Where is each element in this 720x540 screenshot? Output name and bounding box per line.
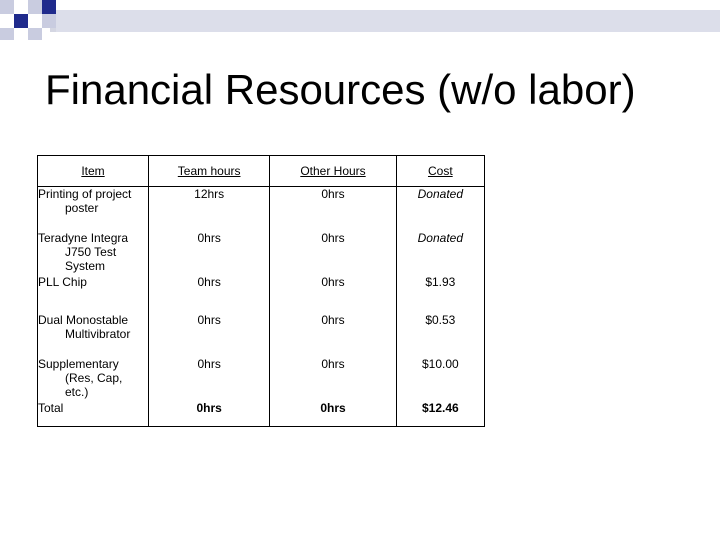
table-row xyxy=(38,187,485,232)
team-hours-cell: 0hrs xyxy=(149,231,270,275)
header-other-hours: Other Hours xyxy=(270,156,396,187)
table-row xyxy=(38,275,485,313)
item-line: Multivibrator xyxy=(65,327,131,341)
team-hours-cell: 0hrs xyxy=(149,357,270,401)
item-line: (Res, Cap, xyxy=(65,371,123,385)
item-line: Printing of project xyxy=(38,187,132,201)
team-hours-cell: 0hrs xyxy=(149,313,270,357)
item-line: poster xyxy=(65,201,99,215)
decorative-header-bar xyxy=(0,0,720,40)
other-hours-cell: 0hrs xyxy=(270,275,396,313)
item-line: PLL Chip xyxy=(38,275,87,289)
header-item: Item xyxy=(38,156,149,187)
other-hours-cell: 0hrs xyxy=(270,187,396,232)
total-other-hours: 0hrs xyxy=(270,401,396,427)
slide-title: Financial Resources (w/o labor) xyxy=(45,66,636,113)
total-cost: $12.46 xyxy=(396,401,484,427)
cost-cell: $10.00 xyxy=(396,357,484,401)
item-cell xyxy=(38,275,149,313)
item-line: Teradyne Integra xyxy=(38,231,129,245)
other-hours-cell: 0hrs xyxy=(270,357,396,401)
item-line: Dual Monostable xyxy=(38,313,129,327)
other-hours-cell: 0hrs xyxy=(270,231,396,275)
item-cell xyxy=(38,231,149,275)
table-total-row xyxy=(38,401,485,427)
financial-resources-table xyxy=(37,155,485,427)
item-line: etc.) xyxy=(65,385,89,399)
item-line: Supplementary xyxy=(38,357,119,371)
table-row xyxy=(38,231,485,275)
item-cell xyxy=(38,187,149,232)
cost-cell: Donated xyxy=(396,231,484,275)
item-line: J750 Test xyxy=(65,245,117,259)
item-cell xyxy=(38,313,149,357)
item-cell xyxy=(38,357,149,401)
total-team-hours: 0hrs xyxy=(149,401,270,427)
cost-cell: Donated xyxy=(396,187,484,232)
cost-cell: $0.53 xyxy=(396,313,484,357)
item-line: System xyxy=(65,259,106,273)
table-row xyxy=(38,313,485,357)
header-team-hours: Team hours xyxy=(149,156,270,187)
table-header-row xyxy=(38,156,485,187)
cost-cell: $1.93 xyxy=(396,275,484,313)
team-hours-cell: 12hrs xyxy=(149,187,270,232)
other-hours-cell: 0hrs xyxy=(270,313,396,357)
team-hours-cell: 0hrs xyxy=(149,275,270,313)
header-cost: Cost xyxy=(396,156,484,187)
total-label: Total xyxy=(38,401,64,415)
table-row xyxy=(38,357,485,401)
